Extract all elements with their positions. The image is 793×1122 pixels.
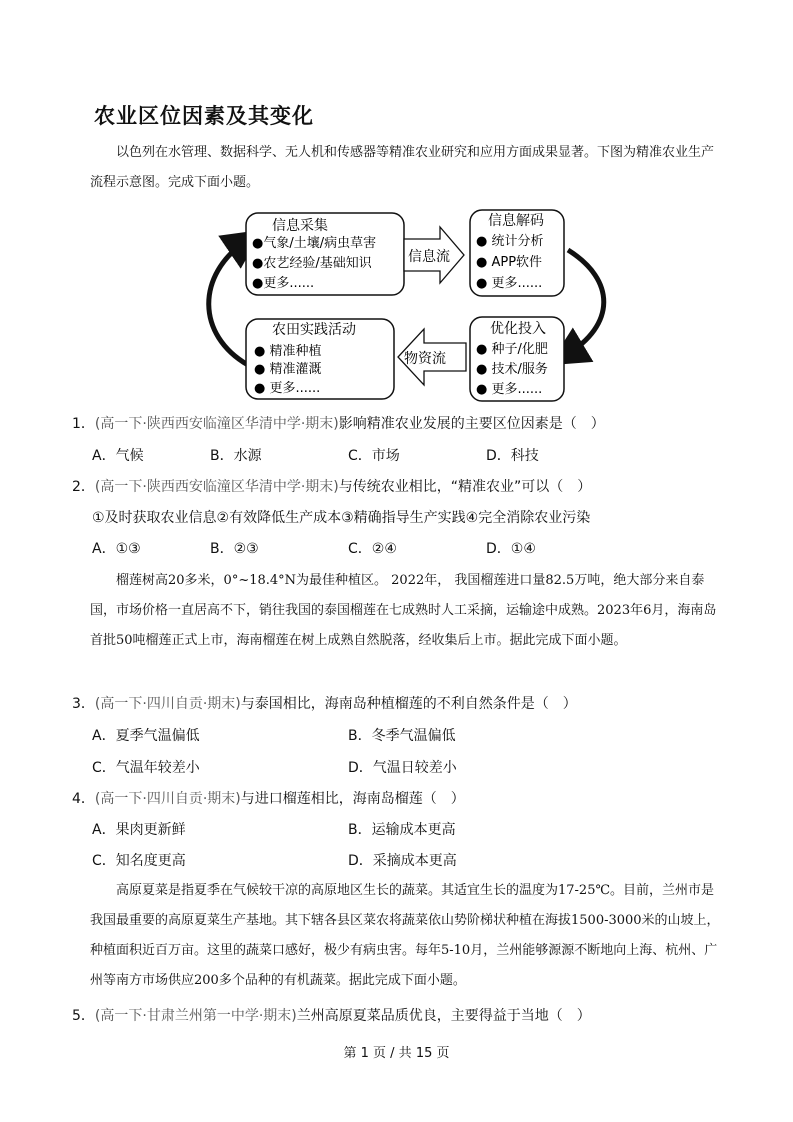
arrow-material-label: 物资流 — [404, 351, 446, 367]
q2-option-a: A．①③ — [92, 541, 141, 557]
box3-title: 优化投入 — [490, 321, 546, 337]
q3-option-a: A．夏季气温偏低 — [92, 728, 200, 744]
q1-option-a: A．气候 — [92, 448, 144, 464]
page-footer: 第 1 页 / 共 15 页 — [343, 1046, 450, 1061]
box1-item: ●更多...... — [252, 276, 315, 291]
box2-item: ● APP软件 — [476, 255, 543, 270]
arrow-info-label: 信息流 — [408, 249, 450, 265]
q4-option-d: D．采摘成本更高 — [348, 853, 457, 869]
precision-agriculture-diagram — [0, 205, 793, 405]
box3-item: ● 更多...... — [476, 382, 543, 397]
q4-option-b: B．运输成本更高 — [348, 822, 456, 838]
box1-title: 信息采集 — [272, 218, 328, 234]
page-title: 农业区位因素及其变化 — [94, 104, 314, 128]
q3-option-d: D．气温日较差小 — [348, 760, 457, 776]
intro-paragraph-3: 高原夏菜是指夏季在气候较干凉的高原地区生长的蔬菜。其适宜生长的温度为17-25℃。目前，兰州市是我国最重要的高原夏菜生产基地。其下辖各县区菜农将蔬菜依山势阶梯状种植在海拔1500-3000米的山坡上，种植面积近百万亩。这里的蔬菜口感好，极少有病虫害。每年5-10月，兰州能够源源不断地向上海、杭州、广州等南方市场供应200多个品种的有机蔬菜。据此完成下面小题。 — [90, 883, 720, 988]
question-2: 2．(高一下·陕西西安临潼区华清中学·期末)与传统农业相比，“精准农业”可以（ ） — [72, 479, 592, 495]
q2-option-c: C．②④ — [348, 541, 397, 557]
intro-paragraph-1: 以色列在水管理、数据科学、无人机和传感器等精准农业研究和应用方面成果显著。下图为精准农业生产流程示意图。完成下面小题。 — [90, 145, 715, 190]
box4-item: ● 精准灌溉 — [254, 362, 322, 377]
question-4: 4．(高一下·四川自贡·期末)与进口榴莲相比，海南岛榴莲（ ） — [72, 791, 465, 807]
q1-option-c: C．市场 — [348, 448, 400, 464]
box1-item: ●农艺经验/基础知识 — [252, 256, 372, 271]
intro-paragraph-2: 榴莲树高20多米，0°~18.4°N为最佳种植区。 2022年， 我国榴莲进口量82.5万吨，绝大部分来自泰国，市场价格一直居高不下，销往我国的泰国榴莲在七成熟时人工采摘，运输途中成熟。2023年6月，海南岛首批50吨榴莲正式上市，海南榴莲在树上成熟自然脱落，经收集后上市。据此完成下面小题。 — [90, 573, 717, 648]
loop-arrow-left — [209, 241, 248, 365]
q2-option-b: B．②③ — [210, 541, 259, 557]
box2-title: 信息解码 — [488, 213, 544, 229]
q1-option-d: D．科技 — [486, 448, 539, 464]
box3-item: ● 技术/服务 — [476, 362, 548, 377]
box1-item: ●气象/土壤/病虫草害 — [252, 236, 377, 251]
q2-statements: ①及时获取农业信息②有效降低生产成本③精确指导生产实践④完全消除农业污染 — [92, 510, 591, 526]
q4-option-c: C．知名度更高 — [92, 853, 186, 869]
question-5: 5．(高一下·甘肃兰州第一中学·期末)兰州高原夏菜品质优良，主要得益于当地（ ） — [72, 1008, 591, 1024]
question-3: 3．(高一下·四川自贡·期末)与泰国相比，海南岛种植榴莲的不利自然条件是（ ） — [72, 696, 577, 712]
loop-arrow-right — [566, 250, 604, 355]
box4-item: ● 更多...... — [254, 381, 321, 396]
box3-item: ● 种子/化肥 — [476, 342, 548, 357]
q2-option-d: D．①④ — [486, 541, 536, 557]
q4-option-a: A．果肉更新鲜 — [92, 822, 186, 838]
box2-item: ● 更多...... — [476, 276, 543, 291]
q3-option-c: C．气温年较差小 — [92, 760, 200, 776]
question-1: 1．(高一下·陕西西安临潼区华清中学·期末)影响精准农业发展的主要区位因素是（ ） — [72, 416, 605, 432]
box4-title: 农田实践活动 — [272, 322, 356, 338]
q1-option-b: B．水源 — [210, 448, 262, 464]
q3-option-b: B．冬季气温偏低 — [348, 728, 456, 744]
box4-item: ● 精准种植 — [254, 344, 322, 359]
box2-item: ● 统计分析 — [476, 234, 544, 249]
